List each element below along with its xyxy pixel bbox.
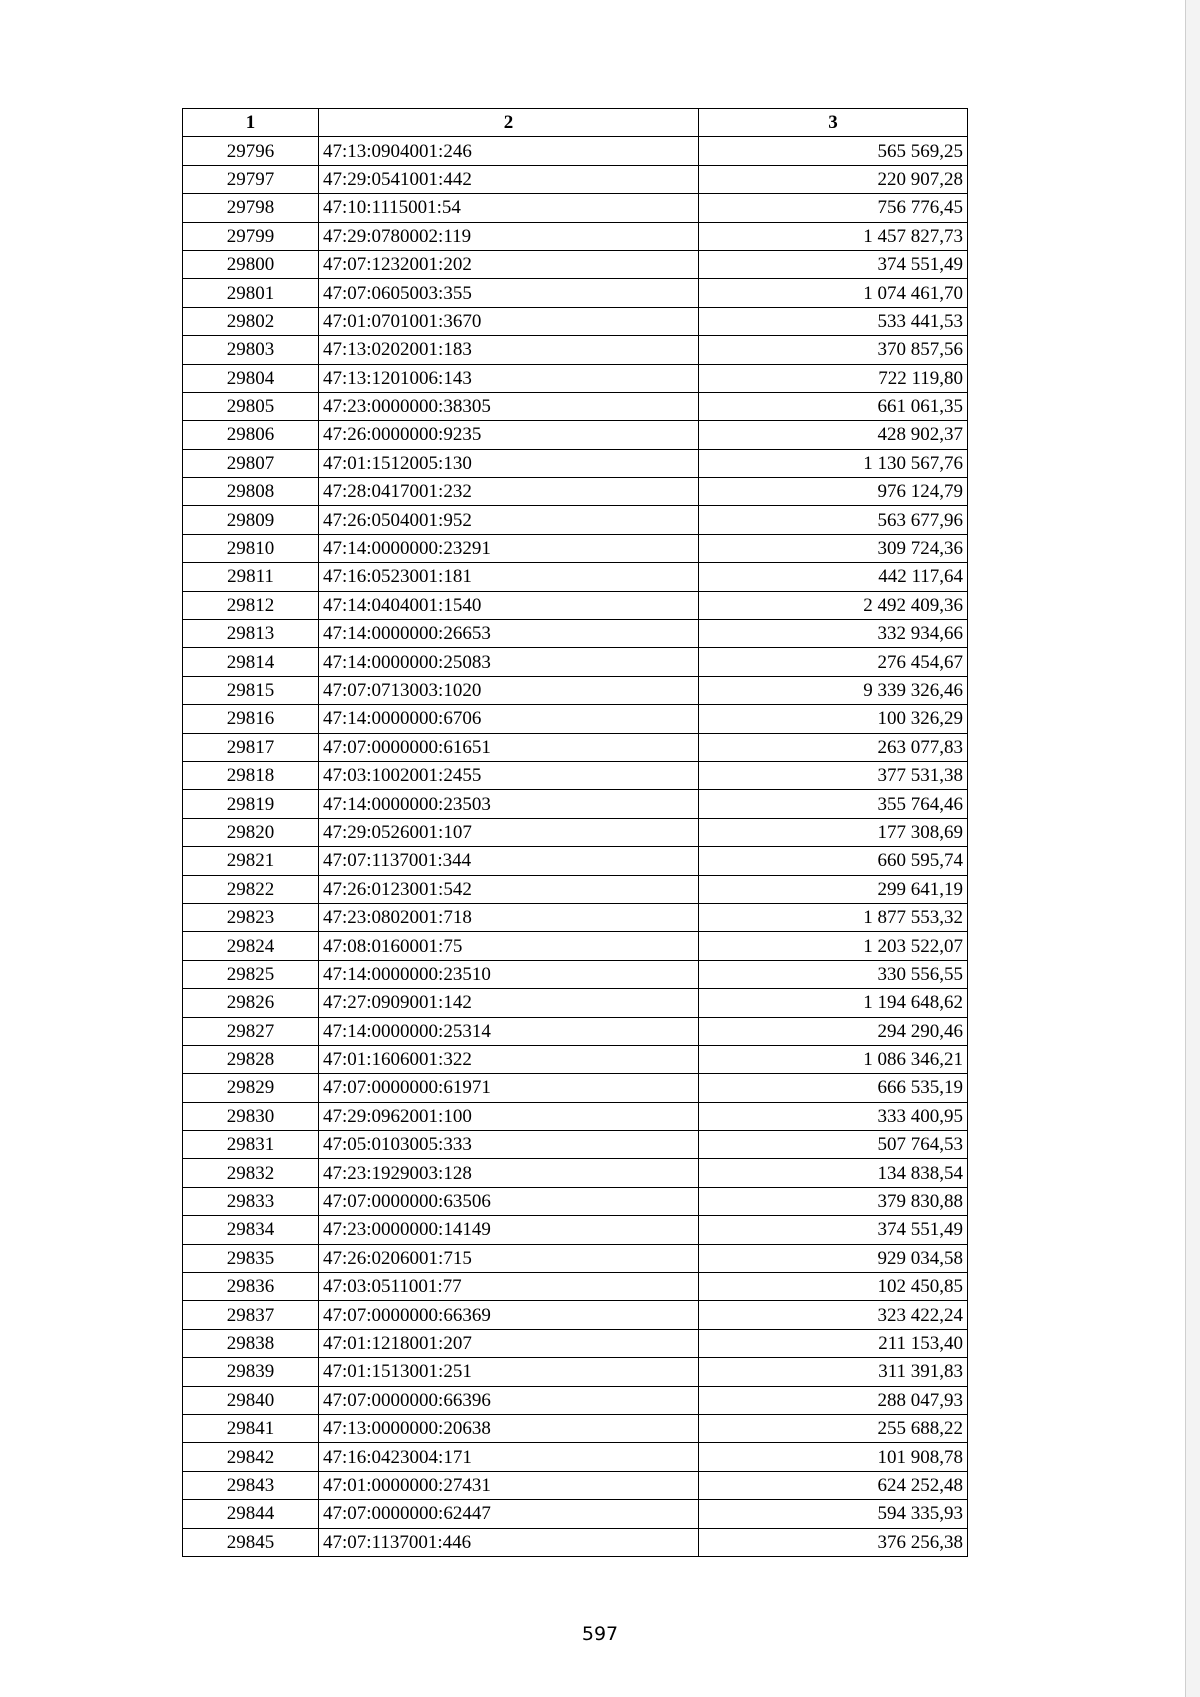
table-row	[183, 307, 968, 335]
row-number-cell: 29799	[183, 222, 319, 250]
value-cell: 134 838,54	[699, 1159, 968, 1187]
cadastral-number-cell: 47:07:1232001:202	[319, 250, 699, 278]
value-cell: 355 764,46	[699, 790, 968, 818]
value-cell: 565 569,25	[699, 137, 968, 165]
cadastral-number-cell: 47:01:1218001:207	[319, 1329, 699, 1357]
row-number-cell: 29802	[183, 307, 319, 335]
value-cell: 211 153,40	[699, 1329, 968, 1357]
row-number-cell: 29838	[183, 1329, 319, 1357]
row-number-cell: 29841	[183, 1414, 319, 1442]
row-number-cell: 29839	[183, 1358, 319, 1386]
value-cell: 323 422,24	[699, 1301, 968, 1329]
row-number-cell: 29833	[183, 1187, 319, 1215]
table-row	[183, 989, 968, 1017]
value-cell: 756 776,45	[699, 194, 968, 222]
table-row	[183, 818, 968, 846]
value-cell: 294 290,46	[699, 1017, 968, 1045]
table-row	[183, 137, 968, 165]
value-cell: 311 391,83	[699, 1358, 968, 1386]
cadastral-number-cell: 47:23:1929003:128	[319, 1159, 699, 1187]
value-cell: 1 877 553,32	[699, 903, 968, 931]
table-row	[183, 1045, 968, 1073]
table-row	[183, 364, 968, 392]
cadastral-number-cell: 47:03:0511001:77	[319, 1273, 699, 1301]
row-number-cell: 29845	[183, 1528, 319, 1556]
table-row	[183, 194, 968, 222]
cadastral-number-cell: 47:26:0504001:952	[319, 506, 699, 534]
row-number-cell: 29834	[183, 1216, 319, 1244]
cadastral-number-cell: 47:14:0000000:23291	[319, 534, 699, 562]
table-row	[183, 478, 968, 506]
value-cell: 563 677,96	[699, 506, 968, 534]
cadastral-number-cell: 47:26:0206001:715	[319, 1244, 699, 1272]
table-row	[183, 222, 968, 250]
table-row	[183, 790, 968, 818]
row-number-cell: 29822	[183, 875, 319, 903]
table-row	[183, 1216, 968, 1244]
value-cell: 442 117,64	[699, 563, 968, 591]
table-row	[183, 1386, 968, 1414]
cadastral-number-cell: 47:01:0701001:3670	[319, 307, 699, 335]
row-number-cell: 29813	[183, 620, 319, 648]
cadastral-number-cell: 47:29:0962001:100	[319, 1102, 699, 1130]
table-row	[183, 648, 968, 676]
row-number-cell: 29811	[183, 563, 319, 591]
cadastral-number-cell: 47:07:1137001:446	[319, 1528, 699, 1556]
cadastral-number-cell: 47:05:0103005:333	[319, 1131, 699, 1159]
value-cell: 332 934,66	[699, 620, 968, 648]
row-number-cell: 29831	[183, 1131, 319, 1159]
cadastral-number-cell: 47:01:0000000:27431	[319, 1471, 699, 1499]
cadastral-number-cell: 47:23:0000000:38305	[319, 392, 699, 420]
page-number: 597	[581, 1623, 619, 1645]
cadastral-number-cell: 47:13:0000000:20638	[319, 1414, 699, 1442]
table-row	[183, 847, 968, 875]
column-header-3: 3	[699, 109, 968, 137]
table-row	[183, 620, 968, 648]
value-cell: 1 074 461,70	[699, 279, 968, 307]
row-number-cell: 29827	[183, 1017, 319, 1045]
row-number-cell: 29830	[183, 1102, 319, 1130]
row-number-cell: 29800	[183, 250, 319, 278]
value-cell: 220 907,28	[699, 165, 968, 193]
table-header-row	[183, 109, 968, 137]
cadastral-number-cell: 47:14:0404001:1540	[319, 591, 699, 619]
value-cell: 333 400,95	[699, 1102, 968, 1130]
row-number-cell: 29823	[183, 903, 319, 931]
cadastral-number-cell: 47:16:0423004:171	[319, 1443, 699, 1471]
cadastral-number-cell: 47:01:1512005:130	[319, 449, 699, 477]
value-cell: 1 457 827,73	[699, 222, 968, 250]
row-number-cell: 29812	[183, 591, 319, 619]
table-row	[183, 761, 968, 789]
row-number-cell: 29801	[183, 279, 319, 307]
value-cell: 376 256,38	[699, 1528, 968, 1556]
table-row	[183, 336, 968, 364]
value-cell: 1 086 346,21	[699, 1045, 968, 1073]
table-row	[183, 591, 968, 619]
table-row	[183, 279, 968, 307]
table-row	[183, 1471, 968, 1499]
row-number-cell: 29806	[183, 421, 319, 449]
row-number-cell: 29796	[183, 137, 319, 165]
value-cell: 722 119,80	[699, 364, 968, 392]
row-number-cell: 29815	[183, 676, 319, 704]
row-number-cell: 29803	[183, 336, 319, 364]
value-cell: 624 252,48	[699, 1471, 968, 1499]
cadastral-number-cell: 47:07:0000000:61651	[319, 733, 699, 761]
value-cell: 309 724,36	[699, 534, 968, 562]
cadastral-number-cell: 47:29:0526001:107	[319, 818, 699, 846]
row-number-cell: 29828	[183, 1045, 319, 1073]
value-cell: 929 034,58	[699, 1244, 968, 1272]
table-row	[183, 1244, 968, 1272]
value-cell: 374 551,49	[699, 250, 968, 278]
table-row	[183, 1159, 968, 1187]
table-body	[183, 137, 968, 1557]
cadastral-number-cell: 47:01:1513001:251	[319, 1358, 699, 1386]
cadastral-number-cell: 47:29:0780002:119	[319, 222, 699, 250]
value-cell: 177 308,69	[699, 818, 968, 846]
row-number-cell: 29798	[183, 194, 319, 222]
row-number-cell: 29809	[183, 506, 319, 534]
table-row	[183, 705, 968, 733]
cadastral-number-cell: 47:16:0523001:181	[319, 563, 699, 591]
table-row	[183, 534, 968, 562]
table-row	[183, 1528, 968, 1556]
cadastral-number-cell: 47:26:0123001:542	[319, 875, 699, 903]
row-number-cell: 29816	[183, 705, 319, 733]
table-row	[183, 165, 968, 193]
row-number-cell: 29826	[183, 989, 319, 1017]
row-number-cell: 29808	[183, 478, 319, 506]
cadastral-number-cell: 47:14:0000000:25314	[319, 1017, 699, 1045]
page-right-edge	[1185, 0, 1200, 1697]
row-number-cell: 29844	[183, 1500, 319, 1528]
table-row	[183, 1500, 968, 1528]
table-row	[183, 903, 968, 931]
table-row	[183, 1074, 968, 1102]
value-cell: 1 130 567,76	[699, 449, 968, 477]
value-cell: 666 535,19	[699, 1074, 968, 1102]
row-number-cell: 29817	[183, 733, 319, 761]
table-row	[183, 960, 968, 988]
cadastral-number-cell: 47:08:0160001:75	[319, 932, 699, 960]
cadastral-number-cell: 47:07:0605003:355	[319, 279, 699, 307]
value-cell: 101 908,78	[699, 1443, 968, 1471]
value-cell: 2 492 409,36	[699, 591, 968, 619]
cadastral-number-cell: 47:07:0713003:1020	[319, 676, 699, 704]
value-cell: 100 326,29	[699, 705, 968, 733]
cadastral-number-cell: 47:07:0000000:62447	[319, 1500, 699, 1528]
value-cell: 379 830,88	[699, 1187, 968, 1215]
cadastral-number-cell: 47:14:0000000:6706	[319, 705, 699, 733]
row-number-cell: 29820	[183, 818, 319, 846]
value-cell: 276 454,67	[699, 648, 968, 676]
table-row	[183, 449, 968, 477]
table-row	[183, 1301, 968, 1329]
row-number-cell: 29819	[183, 790, 319, 818]
cadastral-number-cell: 47:14:0000000:23510	[319, 960, 699, 988]
value-cell: 288 047,93	[699, 1386, 968, 1414]
cadastral-number-cell: 47:28:0417001:232	[319, 478, 699, 506]
row-number-cell: 29835	[183, 1244, 319, 1272]
row-number-cell: 29804	[183, 364, 319, 392]
cadastral-number-cell: 47:14:0000000:25083	[319, 648, 699, 676]
row-number-cell: 29840	[183, 1386, 319, 1414]
table-row	[183, 875, 968, 903]
table-row	[183, 506, 968, 534]
value-cell: 370 857,56	[699, 336, 968, 364]
row-number-cell: 29824	[183, 932, 319, 960]
value-cell: 428 902,37	[699, 421, 968, 449]
table-row	[183, 250, 968, 278]
cadastral-number-cell: 47:07:0000000:66396	[319, 1386, 699, 1414]
table-row	[183, 1131, 968, 1159]
row-number-cell: 29807	[183, 449, 319, 477]
cadastral-number-cell: 47:14:0000000:26653	[319, 620, 699, 648]
value-cell: 255 688,22	[699, 1414, 968, 1442]
row-number-cell: 29825	[183, 960, 319, 988]
table-row	[183, 1329, 968, 1357]
cadastral-number-cell: 47:07:0000000:61971	[319, 1074, 699, 1102]
table-row	[183, 676, 968, 704]
cadastral-number-cell: 47:01:1606001:322	[319, 1045, 699, 1073]
row-number-cell: 29805	[183, 392, 319, 420]
value-cell: 661 061,35	[699, 392, 968, 420]
value-cell: 594 335,93	[699, 1500, 968, 1528]
data-table	[182, 108, 968, 1557]
row-number-cell: 29843	[183, 1471, 319, 1499]
cadastral-number-cell: 47:07:1137001:344	[319, 847, 699, 875]
value-cell: 533 441,53	[699, 307, 968, 335]
row-number-cell: 29836	[183, 1273, 319, 1301]
row-number-cell: 29810	[183, 534, 319, 562]
cadastral-number-cell: 47:13:0904001:246	[319, 137, 699, 165]
table-row	[183, 733, 968, 761]
value-cell: 976 124,79	[699, 478, 968, 506]
value-cell: 1 194 648,62	[699, 989, 968, 1017]
table-row	[183, 563, 968, 591]
value-cell: 660 595,74	[699, 847, 968, 875]
cadastral-number-cell: 47:26:0000000:9235	[319, 421, 699, 449]
cadastral-number-cell: 47:23:0000000:14149	[319, 1216, 699, 1244]
table-row	[183, 932, 968, 960]
row-number-cell: 29797	[183, 165, 319, 193]
cadastral-number-cell: 47:03:1002001:2455	[319, 761, 699, 789]
table-row	[183, 1102, 968, 1130]
row-number-cell: 29837	[183, 1301, 319, 1329]
value-cell: 377 531,38	[699, 761, 968, 789]
cadastral-number-cell: 47:07:0000000:63506	[319, 1187, 699, 1215]
cadastral-number-cell: 47:07:0000000:66369	[319, 1301, 699, 1329]
value-cell: 9 339 326,46	[699, 676, 968, 704]
cadastral-number-cell: 47:27:0909001:142	[319, 989, 699, 1017]
cadastral-number-cell: 47:13:1201006:143	[319, 364, 699, 392]
value-cell: 374 551,49	[699, 1216, 968, 1244]
table-row	[183, 1443, 968, 1471]
column-header-1: 1	[183, 109, 319, 137]
column-header-2: 2	[319, 109, 699, 137]
table-row	[183, 1187, 968, 1215]
table-row	[183, 1414, 968, 1442]
cadastral-number-cell: 47:13:0202001:183	[319, 336, 699, 364]
value-cell: 263 077,83	[699, 733, 968, 761]
row-number-cell: 29814	[183, 648, 319, 676]
table-row	[183, 1273, 968, 1301]
value-cell: 102 450,85	[699, 1273, 968, 1301]
table-row	[183, 1017, 968, 1045]
value-cell: 299 641,19	[699, 875, 968, 903]
value-cell: 1 203 522,07	[699, 932, 968, 960]
value-cell: 507 764,53	[699, 1131, 968, 1159]
cadastral-number-cell: 47:23:0802001:718	[319, 903, 699, 931]
cadastral-number-cell: 47:10:1115001:54	[319, 194, 699, 222]
row-number-cell: 29842	[183, 1443, 319, 1471]
value-cell: 330 556,55	[699, 960, 968, 988]
row-number-cell: 29829	[183, 1074, 319, 1102]
row-number-cell: 29821	[183, 847, 319, 875]
table-row	[183, 1358, 968, 1386]
cadastral-number-cell: 47:29:0541001:442	[319, 165, 699, 193]
table-row	[183, 421, 968, 449]
row-number-cell: 29832	[183, 1159, 319, 1187]
cadastral-number-cell: 47:14:0000000:23503	[319, 790, 699, 818]
table-row	[183, 392, 968, 420]
row-number-cell: 29818	[183, 761, 319, 789]
